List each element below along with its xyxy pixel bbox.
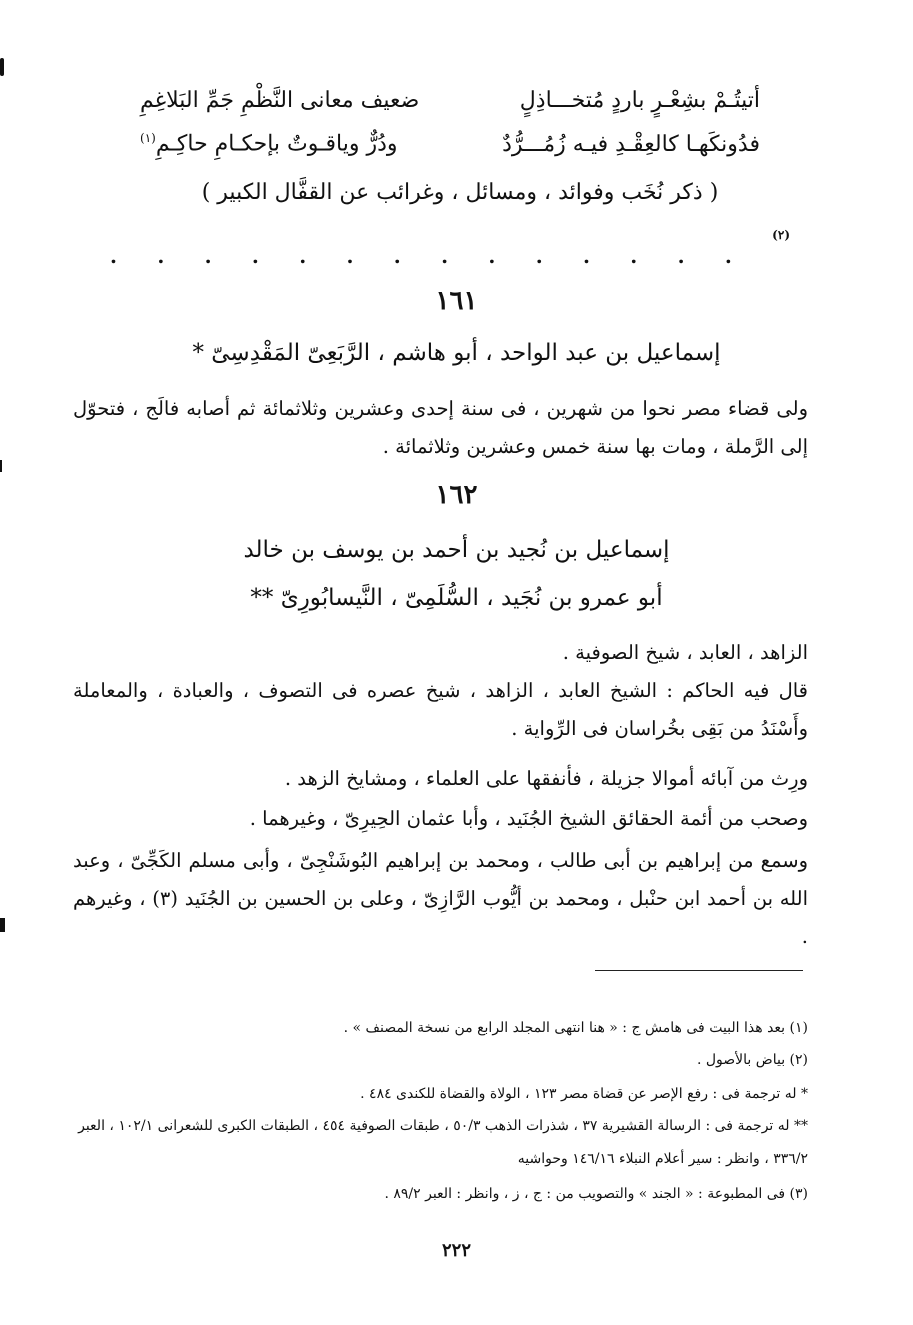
entry-162-paragraph-2: قال فيه الحاكم : الشيخ العابد ، الزاهد ، شيخ عصره فى التصوف ، والعبادة ، والمعاملة وأَسْنَدُ من بَقِى بخُراسان فى الرِّواية . [73,679,808,740]
lacuna-dot: . [535,244,543,268]
lacuna-dot: . [299,244,307,268]
lacuna-dots [110,228,790,268]
poem-verse-2 [140,122,760,166]
entry-162-paragraph-1: الزاهد ، العابد ، شيخ الصوفية . [562,641,808,664]
entry-number-162: ١٦٢ [435,480,478,510]
footnote-separator [595,970,803,971]
scan-edge-mark-middle [0,460,2,472]
entry-162-paragraph-3: ورِث من آبائه أموالا جزيلة ، فأنفقها على العلماء ، ومشايخ الزهد . [284,767,808,790]
lacuna-dot: . [110,244,117,268]
lacuna-dot: . [346,244,354,268]
footnote-ref-1: (١) [140,131,156,146]
lacuna-dot: . [677,244,685,268]
scan-edge-mark-top [0,58,4,76]
lacuna-dot: . [582,244,590,268]
lacuna-dot: . [393,244,401,268]
entry-162-name-line-1: إسماعيل بن نُجيد بن أحمد بن يوسف بن خالد [243,537,670,563]
verse-1-second-hemistich: ضعيف معانى النَّظْمِ جَمِّ البَلاغِمِ [140,87,420,113]
entry-162-paragraph-5: وسمع من إبراهيم بن أبى طالب ، ومحمد بن إبراهيم البُوشَنْجِىّ ، وأبى مسلم الكَجِّىّ ، وعبد الله بن أحمد ابن حنْبل ، ومحمد بن أيُّوب الرَّازِىّ ، وعلى بن الحسين بن الجُنَيد (٣) ، وغيرهم . [73,849,808,948]
lacuna-dot: . [251,244,259,268]
footnote-3: (٣) فى المطبوعة : « الجند » والتصويب من : ج ، ز ، وانظر : العبر ٨٩/٢ . [384,1186,808,1202]
footnote-ref-2: (٢) [772,228,790,242]
lacuna-dot: . [630,244,638,268]
entry-number-161: ١٦١ [435,286,478,316]
section-title: ( ذكر نُخَب وفوائد ، ومسائل ، وغرائب عن القفَّال الكبير ) [201,180,719,205]
footnote-star-2: ** له ترجمة فى : الرسالة القشيرية ٣٧ ، شذرات الذهب ٥٠/٣ ، طبقات الصوفية ٤٥٤ ، الطبقات الكبرى للشعرانى ١٠٢/١ ، العبر ٣٣٦/٢ ، وانظر : سير أعلام النبلاء ١٤٦/١٦ وحواشيه [78,1118,808,1167]
footnote-2: (٢) بياض بالأصول . [696,1052,808,1068]
lacuna-dot: . [204,244,212,268]
entry-161-text: ولى قضاء مصر نحوا من شهرين ، فى سنة إحدى وعشرين وثلاثمائة ثم أصابه فالَج ، فتحوّل إلى الرَّملة ، ومات بها سنة خمس وعشرين وثلاثمائة . [73,397,808,458]
verse-2-second-text: ودُرٌّ وياقـوتٌ بإحكـامِ حاكِـمِ [155,131,398,157]
entry-162-name-line-2: أبو عمرو بن نُجَيد ، السُّلَمِىّ ، النَّيسابُورِىّ ** [250,585,663,611]
entry-161-name: إسماعيل بن عبد الواحد ، أبو هاشم ، الرَّبَعِىّ المَقْدِسِىّ * [192,340,721,366]
lacuna-dot: . [157,244,165,268]
footnote-1: (١) بعد هذا البيت فى هامش ج : « هنا انتهى المجلد الرابع من نسخة المصنف » . [343,1020,808,1036]
page-number: ٢٢٢ [441,1240,471,1261]
poem-verse-1 [140,78,760,122]
verse-1-first-hemistich: أتيتُـمْ بشِعْـرٍ باردٍ مُتخـــاذِلٍ [519,87,760,113]
verse-2-first-hemistich: فدُونكَهـا كالعِقْـدِ فيـه زُمُـــرُّدٌ [502,131,760,157]
footnote-star-1: * له ترجمة فى : رفع الإصر عن قضاة مصر ١٢٣ ، الولاة والقضاة للكندى ٤٨٤ . [360,1086,808,1102]
lacuna-dot: . [724,244,732,268]
lacuna-dot: . [488,244,496,268]
verse-2-second-hemistich [140,131,398,156]
entry-162-paragraph-4: وصحب من أئمة الحقائق الشيخ الجُنَيد ، وأبا عثمان الحِيرِىّ ، وغيرهما . [249,807,808,830]
scan-edge-mark-bottom [0,918,5,932]
lacuna-dot: . [441,244,449,268]
